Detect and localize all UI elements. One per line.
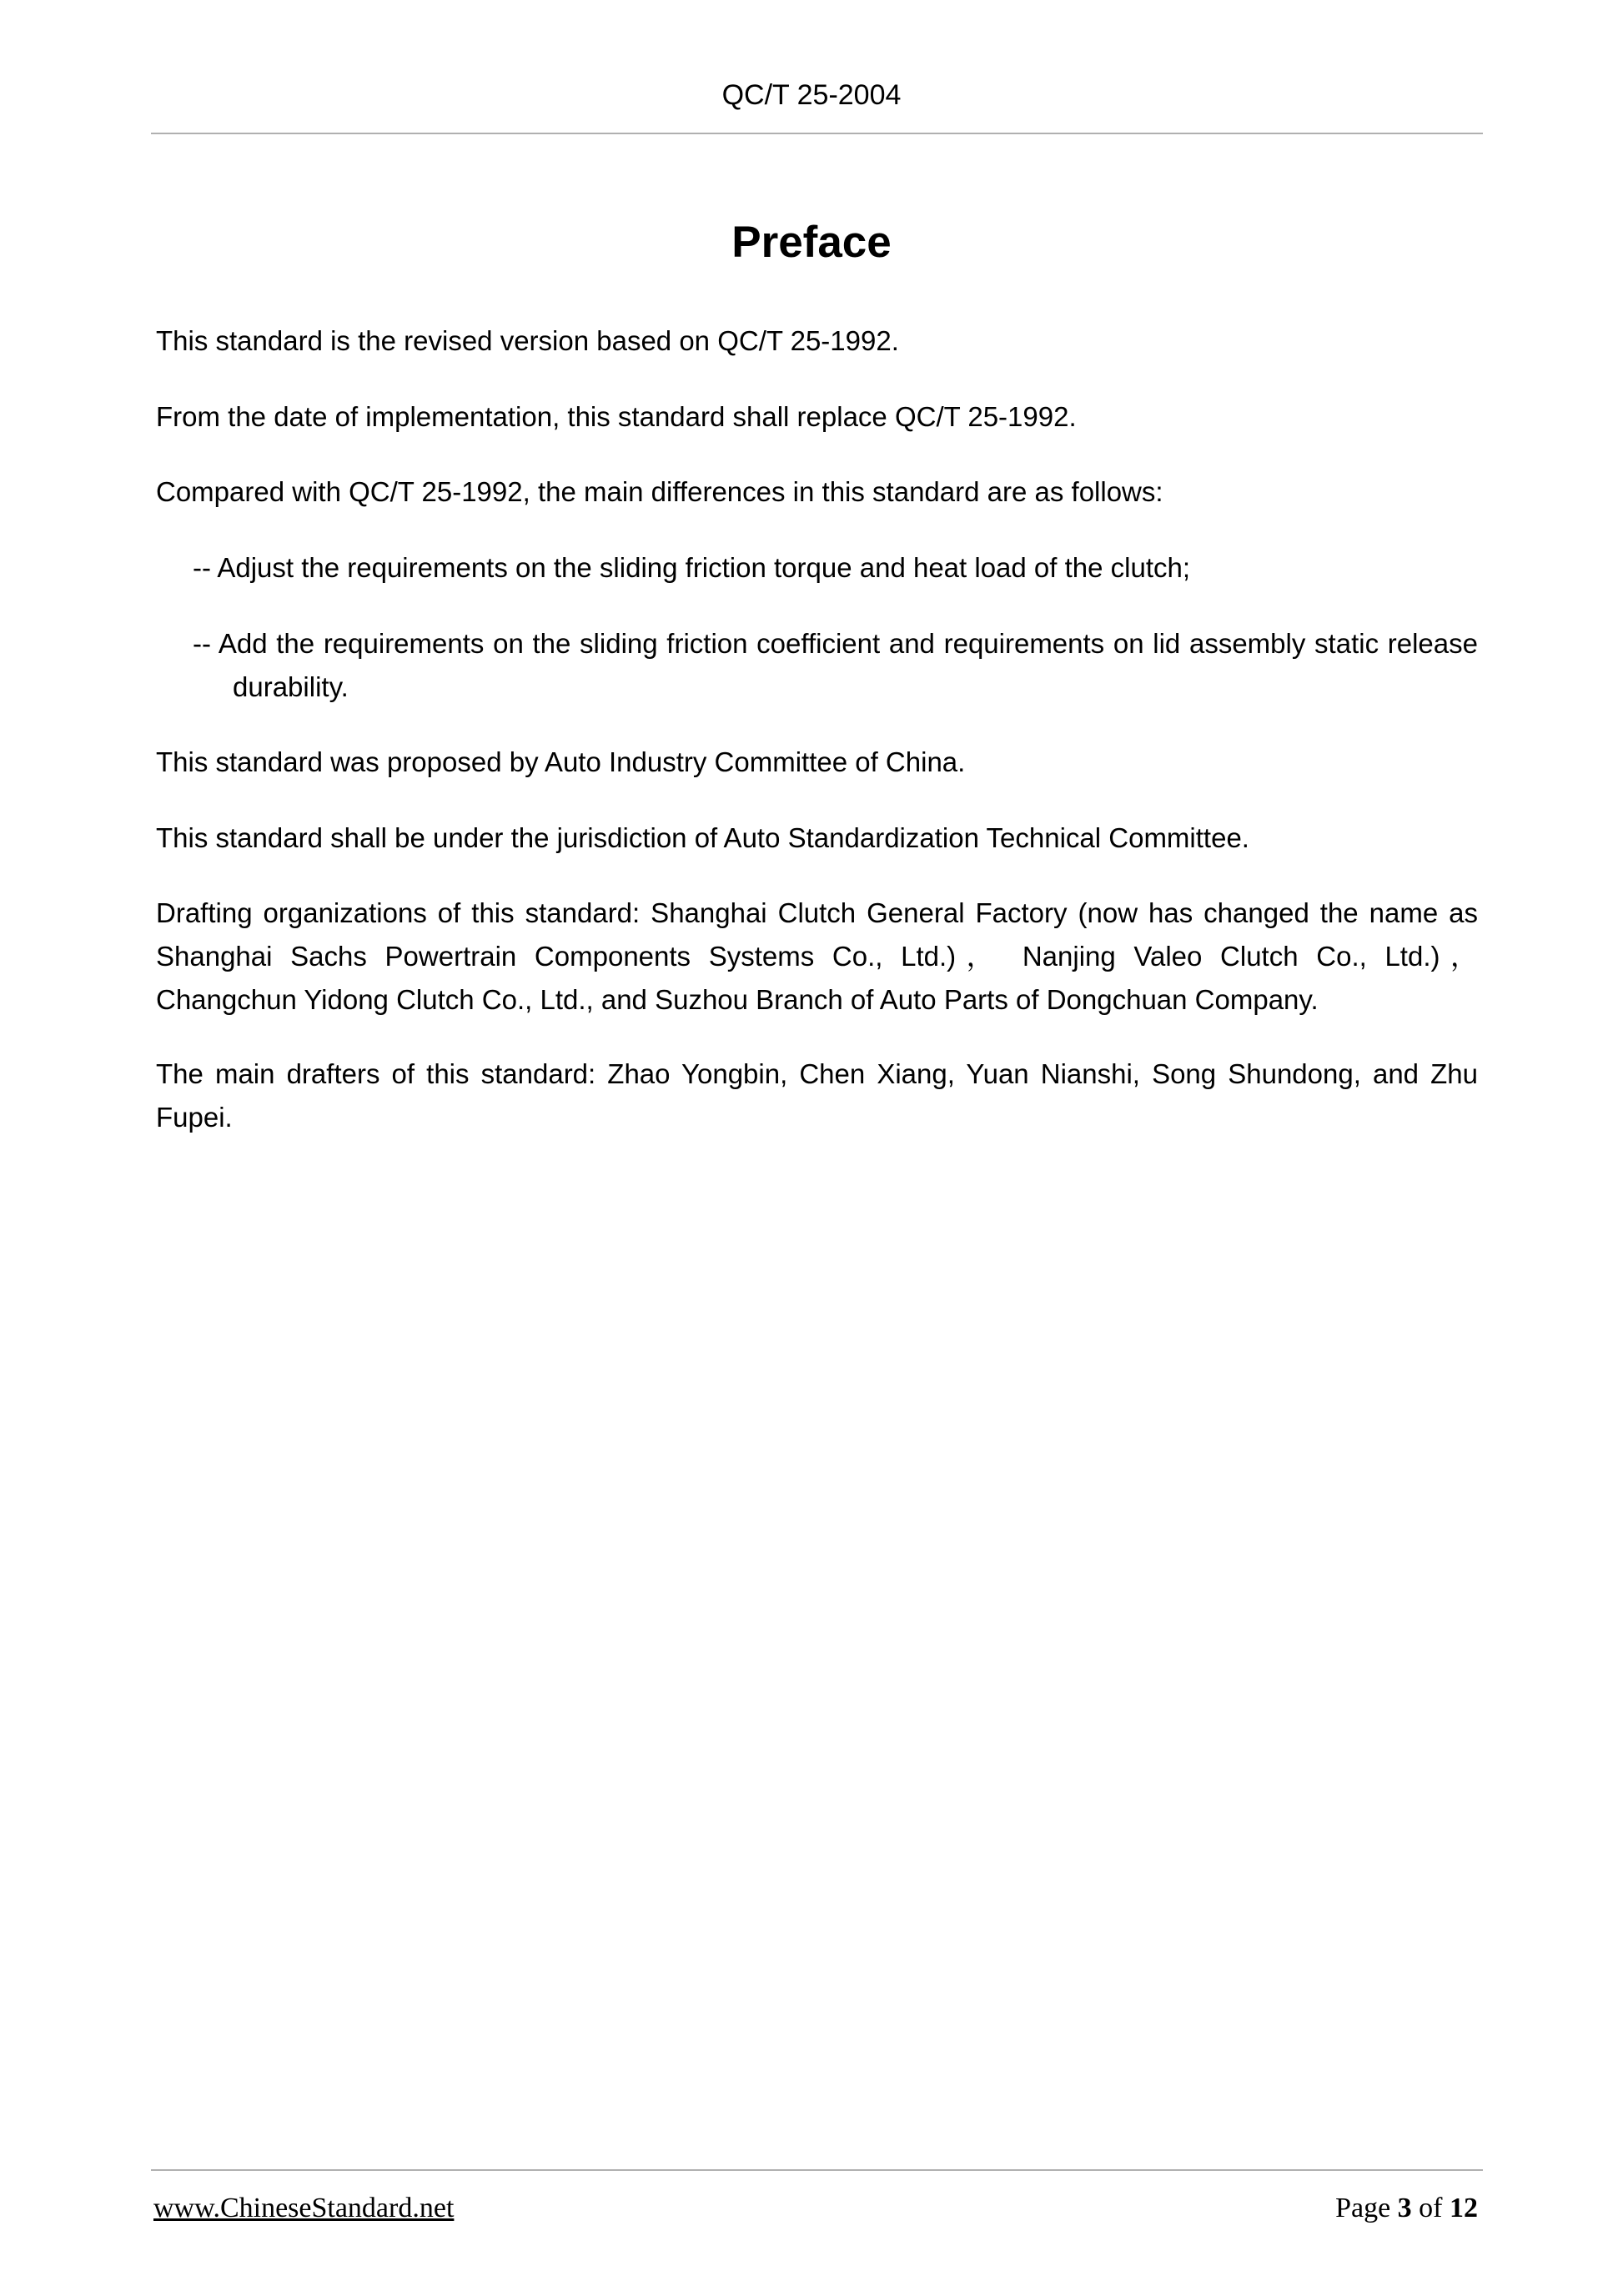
bullet-item-add: -- Add the requirements on the sliding friction coefficient and requirements on lid assembly static release durability. [193, 628, 1478, 702]
paragraph-main-drafters: The main drafters of this standard: Zhao Yongbin, Chen Xiang, Yuan Nianshi, Song Shundong, and Zhu Fupei. [156, 1058, 1478, 1133]
paragraph-revised-version: This standard is the revised version based on QC/T 25-1992. [156, 325, 899, 356]
paragraph-jurisdiction: This standard shall be under the jurisdiction of Auto Standardization Technical Committee. [156, 822, 1249, 853]
section-heading: Preface [731, 218, 892, 267]
page-word: Page [1335, 2193, 1391, 2223]
header-doc-code: QC/T 25-2004 [721, 79, 902, 111]
header-divider [151, 133, 1483, 134]
paragraph-replacement: From the date of implementation, this standard shall replace QC/T 25-1992. [156, 401, 1077, 432]
footer-divider [151, 2169, 1483, 2171]
paragraph-drafting-organizations: Drafting organizations of this standard: Shanghai Clutch General Factory (now has changed the name as Shanghai Sachs Powertrain Components Systems Co., Ltd.)， Nanjing Valeo Clutch Co., Ltd.)， Changchun Yidong Clutch Co., Ltd., and Suzhou Branch of Auto Parts of Dongchuan Company. [156, 897, 1478, 1015]
footer-website-link[interactable]: www.ChineseStandard.net [153, 2193, 455, 2223]
page-of: of [1419, 2193, 1443, 2223]
bullet-item-adjust: -- Adjust the requirements on the sliding friction torque and heat load of the clutch; [193, 552, 1191, 583]
paragraph-differences-intro: Compared with QC/T 25-1992, the main differences in this standard are as follows: [156, 476, 1163, 507]
page-current: 3 [1397, 2193, 1412, 2223]
page-total: 12 [1450, 2193, 1478, 2223]
footer-page-number [1335, 2190, 1478, 2227]
paragraph-proposed-by: This standard was proposed by Auto Industry Committee of China. [156, 746, 966, 777]
